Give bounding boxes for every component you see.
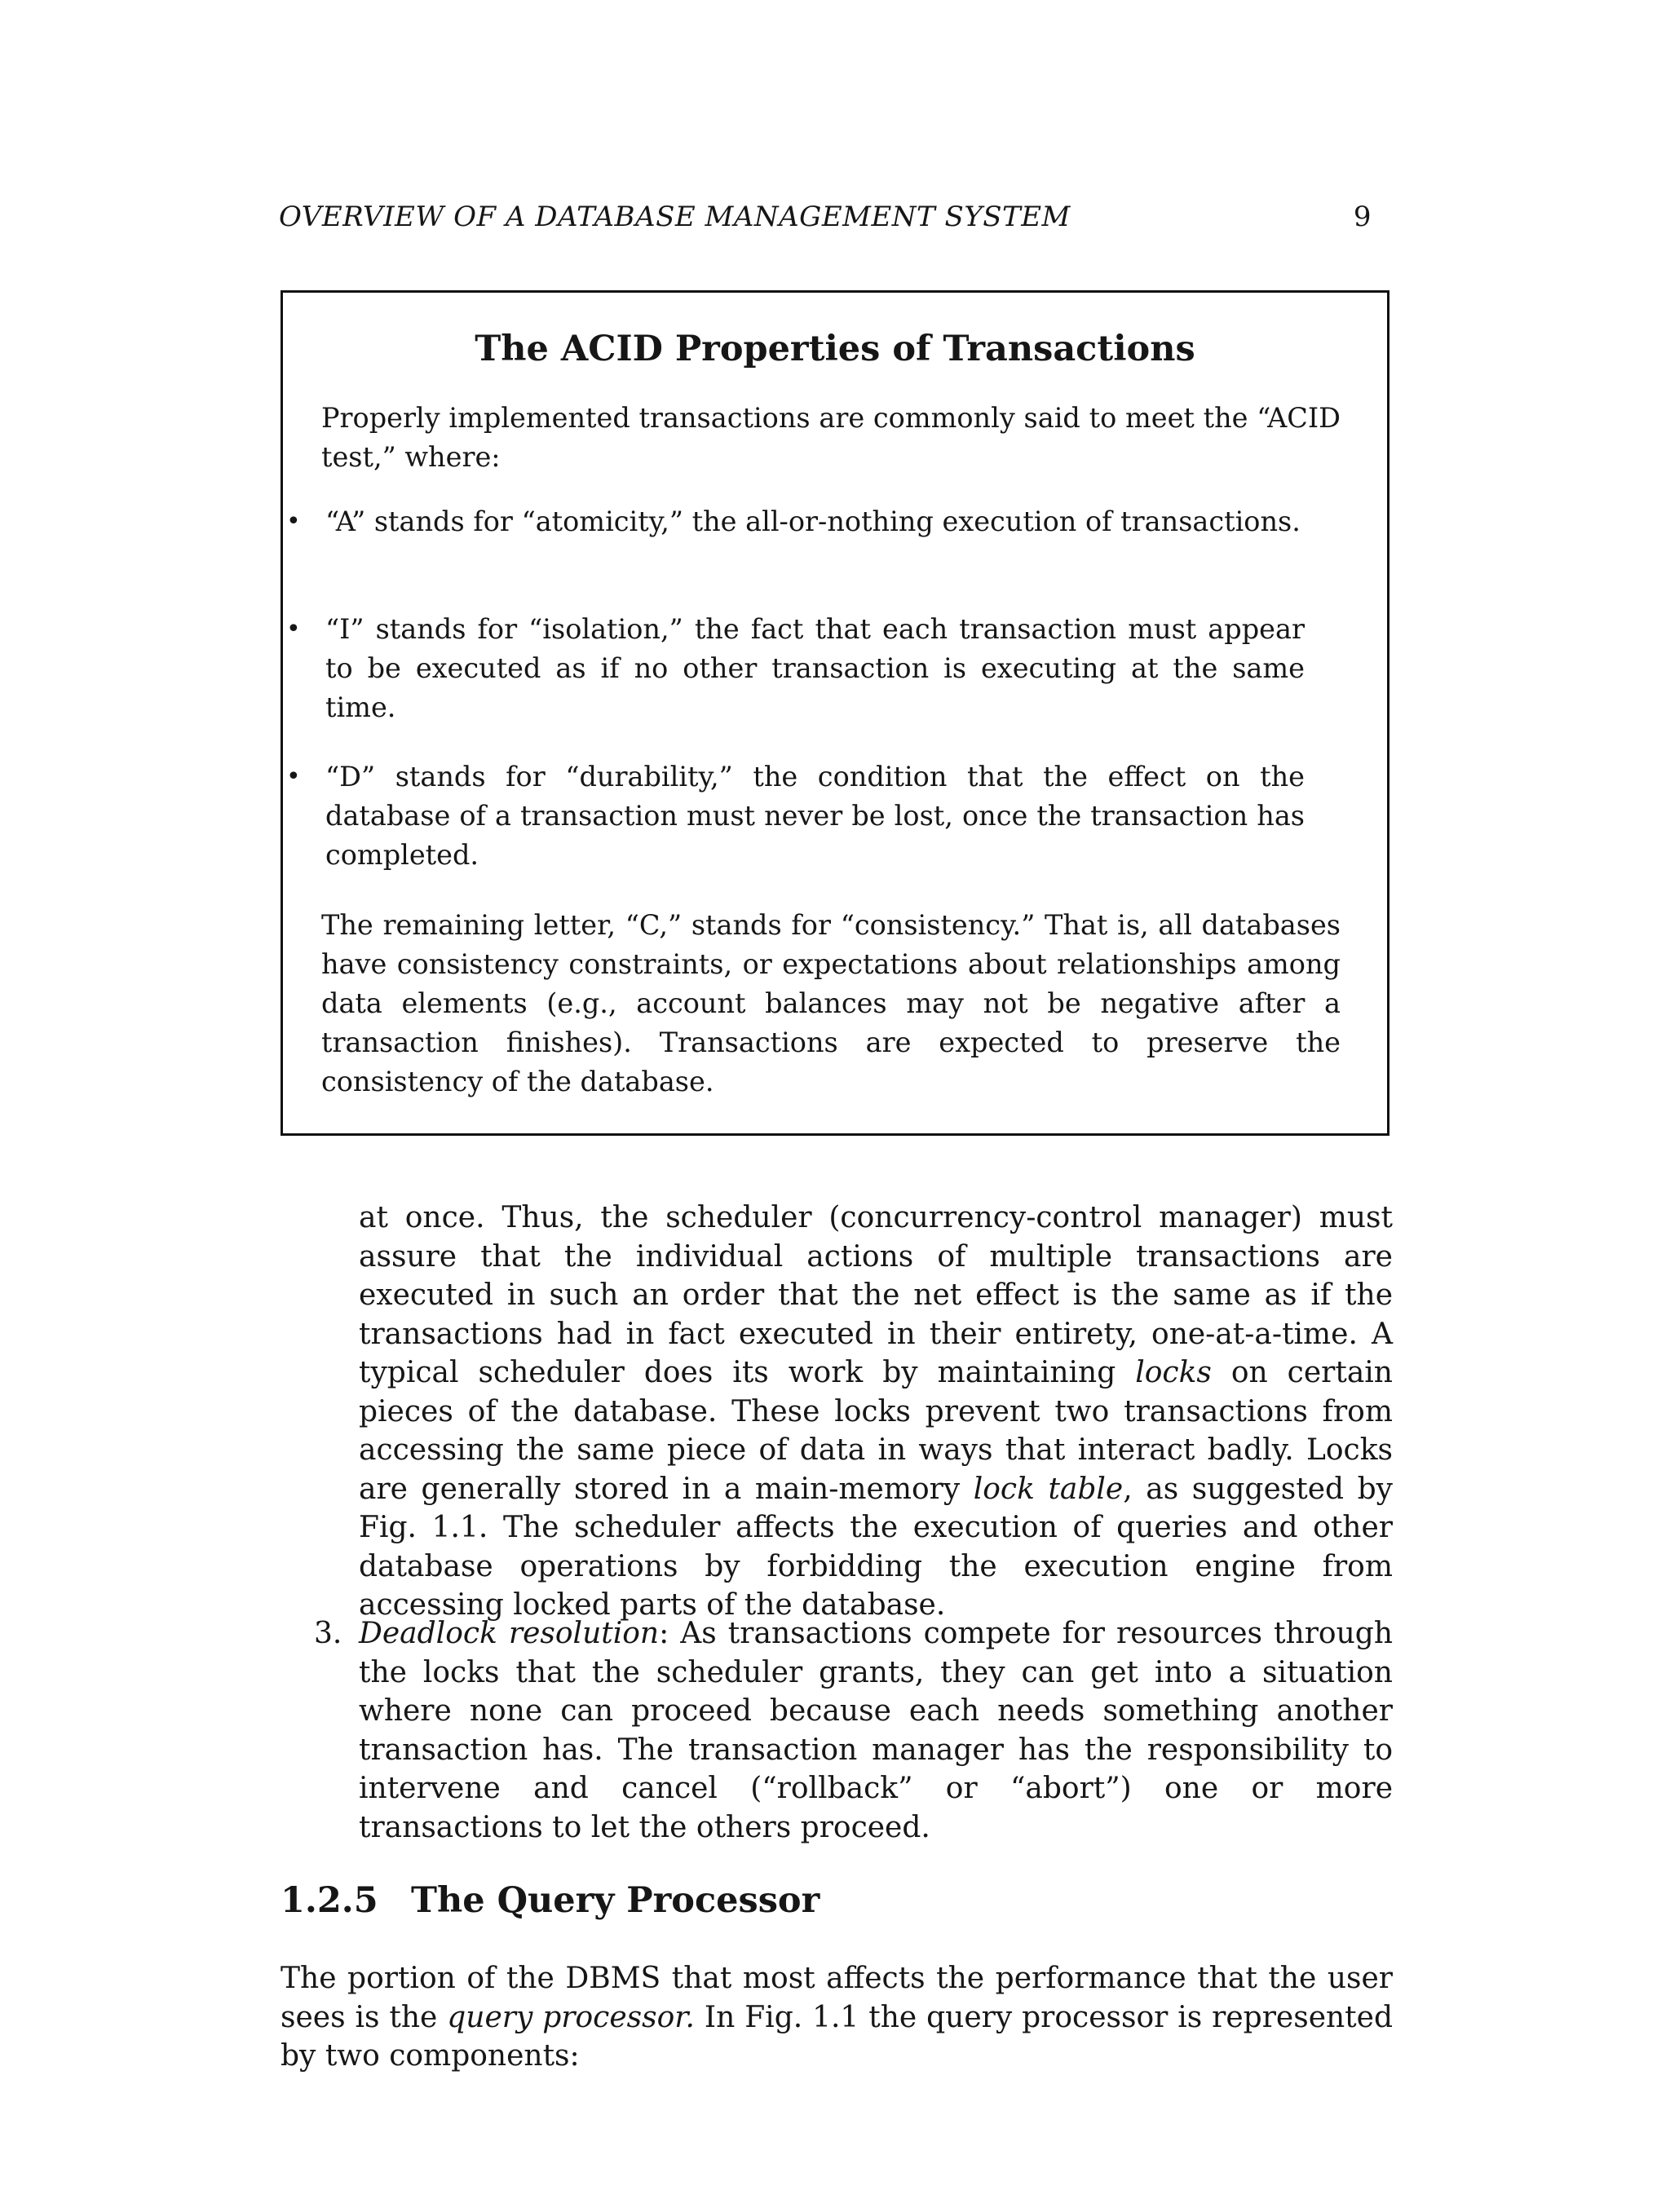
paragraph-text: at once. Thus, the scheduler (concurrency-control manager) must assure that the individual actions of multiple transactions are executed in such an order that the net effect is the same as if the transactions had in fact executed in their entirety, one-at-a-time. A typical scheduler does its work by maintaining — [359, 1201, 1393, 1389]
bullet-atomicity — [286, 502, 1305, 541]
bullet-icon: • — [286, 615, 301, 643]
list-item-text: : As transactions compete for resources through the locks that the scheduler grants, they can get into a situation where none can proceed because each needs something another transaction has. The transaction manager has the responsibility to intervene and cancel (“rollback” or “abort”) one or more transactions to let the others proceed. — [359, 1617, 1393, 1844]
list-item-deadlock-resolution — [314, 1614, 1393, 1847]
box-closing-paragraph: The remaining letter, “C,” stands for “consistency.” That is, all databases have consistency constraints, or expectations about relationships among data elements (e.g., account balances may not be negative after a transaction finishes). Transactions are expected to preserve the consistency of the database. — [321, 909, 1341, 1097]
bullet-text: “D” stands for “durability,” the condition that the effect on the database of a transaction must never be lost, once the transaction has completed. — [325, 761, 1305, 871]
box-intro-paragraph: Properly implemented transactions are commonly said to meet the “ACID test,” where: — [321, 402, 1341, 473]
bullet-icon: • — [286, 507, 301, 536]
section-number: 1.2.5 — [281, 1880, 378, 1921]
section-title: The Query Processor — [411, 1880, 820, 1921]
box-title: The ACID Properties of Transactions — [475, 329, 1195, 369]
paragraph-text: In Fig. 1.1 the query processor is represented by two components: — [281, 2000, 1394, 2073]
running-title: OVERVIEW OF A DATABASE MANAGEMENT SYSTEM — [279, 201, 1071, 233]
bullet-text: “I” stands for “isolation,” the fact that each transaction must appear to be executed as if no other transaction is executing at the same time. — [325, 613, 1305, 723]
page-number: 9 — [1353, 201, 1372, 233]
section-heading — [281, 1880, 1393, 1921]
bullet-isolation — [286, 610, 1305, 727]
list-item-number: 3. — [314, 1617, 342, 1650]
bullet-icon: • — [286, 762, 301, 791]
term-lock-table: lock table — [973, 1472, 1124, 1506]
bullet-text: “A” stands for “atomicity,” the all-or-nothing execution of transactions. — [325, 506, 1301, 537]
bullet-durability — [286, 757, 1305, 875]
query-processor-paragraph — [281, 1959, 1393, 2076]
term-deadlock-resolution: Deadlock resolution — [359, 1617, 660, 1650]
paragraph-text: , as suggested by Fig. 1.1. The scheduler affects the execution of queries and other database operations by forbidding the execution engine from accessing locked parts of the database. — [359, 1472, 1393, 1622]
paragraph-text: on certain pieces of the database. These locks prevent two transactions from accessing the same piece of data in ways that interact badly. Locks are generally stored in a main-memory — [359, 1356, 1393, 1506]
term-query-processor: query processor. — [447, 2000, 695, 2034]
term-locks: locks — [1135, 1356, 1212, 1389]
acid-sidebar-box — [281, 290, 1389, 1136]
running-head — [279, 201, 1372, 246]
paragraph-text: The portion of the DBMS that most affects the performance that the user sees is the — [281, 1962, 1393, 2034]
scheduler-paragraph — [359, 1199, 1393, 1625]
